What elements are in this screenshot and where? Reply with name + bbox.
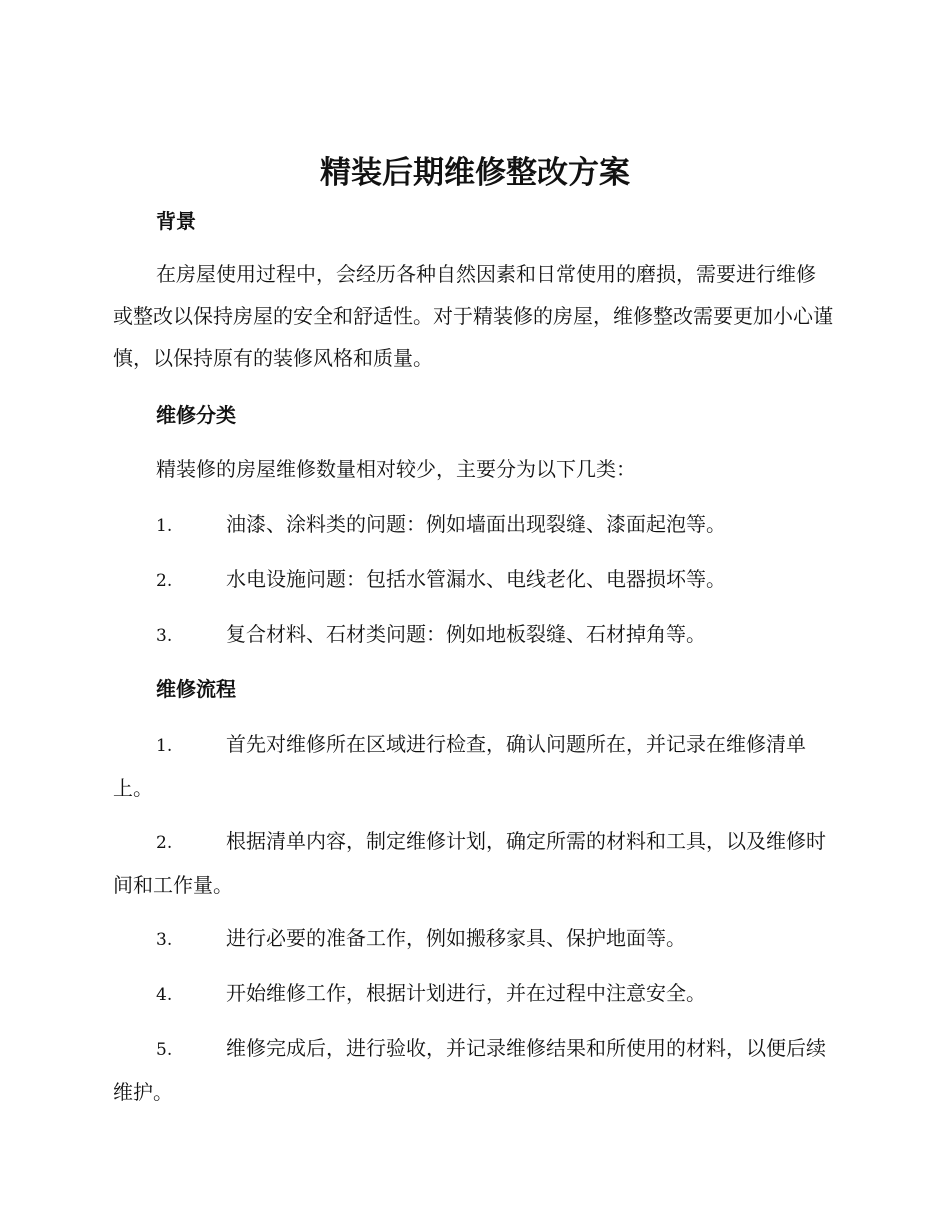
document-title: 精装后期维修整改方案 (320, 155, 630, 191)
list-number: 3. (156, 626, 173, 646)
process-step (113, 972, 835, 1016)
list-number: 2. (156, 571, 173, 591)
category-item (113, 613, 835, 657)
list-item-text: 开始维修工作，根据计划进行，并在过程中注意安全。 (226, 981, 706, 1005)
list-number: 2. (156, 833, 173, 853)
list-number: 1. (156, 736, 173, 756)
section-heading-background: 背景 (156, 209, 196, 233)
list-number: 4. (156, 985, 173, 1005)
list-item-text: 首先对维修所在区域进行检查，确认问题所在，并记录在维修清单上。 (113, 732, 806, 800)
section-heading-process: 维修流程 (156, 677, 236, 701)
category-item (113, 558, 835, 602)
list-number: 1. (156, 516, 173, 536)
background-paragraph: 在房屋使用过程中，会经历各种自然因素和日常使用的磨损，需要进行维修或整改以保持房屋的安全和舒适性。对于精装修的房屋，维修整改需要更加小心谨慎，以保持原有的装修风格和质量。 (113, 262, 833, 370)
list-item-text: 复合材料、石材类问题：例如地板裂缝、石材掉角等。 (226, 622, 706, 646)
list-item-text: 油漆、涂料类的问题：例如墙面出现裂缝、漆面起泡等。 (226, 512, 726, 536)
process-step (113, 917, 835, 961)
list-number: 5. (156, 1040, 173, 1060)
categories-intro: 精装修的房屋维修数量相对较少，主要分为以下几类： (156, 457, 636, 481)
process-step (113, 820, 835, 906)
process-step (113, 723, 835, 809)
list-item-text: 水电设施问题：包括水管漏水、电线老化、电器损坏等。 (226, 567, 726, 591)
list-item-text: 根据清单内容，制定维修计划，确定所需的材料和工具，以及维修时间和工作量。 (113, 829, 826, 897)
section-heading-categories: 维修分类 (156, 403, 236, 427)
list-number: 3. (156, 930, 173, 950)
list-item-text: 进行必要的准备工作，例如搬移家具、保护地面等。 (226, 926, 686, 950)
category-item (113, 503, 835, 547)
list-item-text: 维修完成后，进行验收，并记录维修结果和所使用的材料，以便后续维护。 (113, 1036, 826, 1104)
process-step (113, 1027, 835, 1113)
